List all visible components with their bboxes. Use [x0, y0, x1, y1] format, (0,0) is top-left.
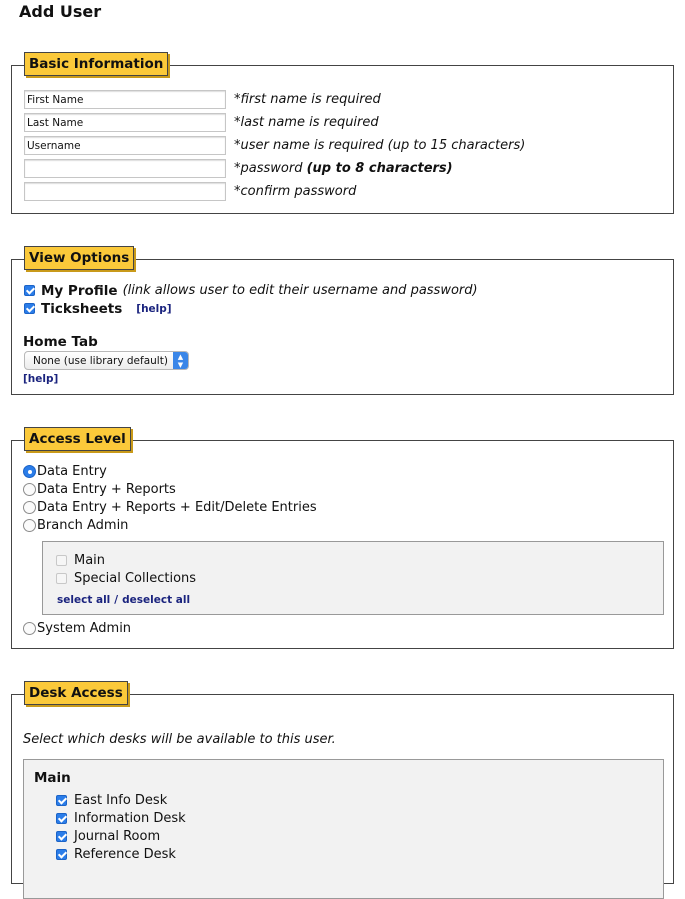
branch-special-collections-checkbox[interactable] — [56, 573, 67, 584]
branch-item-main — [56, 551, 105, 570]
east-info-desk-checkbox[interactable] — [56, 795, 67, 806]
home-tab-label: Home Tab — [23, 334, 98, 350]
last-name-input[interactable] — [24, 113, 226, 132]
select-all-link[interactable]: select all — [57, 593, 111, 606]
confirm-password-input[interactable] — [24, 182, 226, 201]
desk-access-section — [11, 685, 674, 884]
access-option-edit-delete[interactable] — [23, 498, 317, 517]
basic-information-legend: Basic Information — [24, 52, 168, 76]
branch-admin-label: Branch Admin — [37, 518, 129, 533]
username-input[interactable] — [24, 136, 226, 155]
desk-item-reference — [56, 845, 176, 864]
access-option-branch-admin[interactable] — [23, 516, 128, 535]
password-hint-emphasis: (up to 8 characters) — [306, 161, 453, 176]
journal-room-label: Journal Room — [74, 829, 161, 844]
confirm-password-hint: *confirm password — [234, 184, 357, 199]
data-entry-label: Data Entry — [37, 464, 107, 479]
first-name-row — [24, 90, 381, 109]
data-entry-reports-label: Data Entry + Reports — [37, 482, 176, 497]
basic-information-section — [11, 56, 674, 214]
select-arrows-icon: ▲ ▼ — [173, 352, 188, 369]
access-level-legend: Access Level — [24, 427, 131, 451]
ticksheets-label: Ticksheets — [41, 300, 123, 317]
my-profile-checkbox[interactable] — [24, 285, 35, 296]
home-tab-help-link[interactable]: [help] — [23, 373, 59, 385]
home-tab-selected-value: None (use library default) — [33, 354, 168, 367]
password-hint-prefix: *password — [234, 161, 307, 176]
data-entry-radio[interactable] — [23, 465, 36, 478]
username-row — [24, 136, 525, 155]
last-name-hint: *last name is required — [234, 115, 379, 130]
my-profile-label: My Profile — [41, 282, 118, 299]
last-name-row — [24, 113, 379, 132]
first-name-hint: *first name is required — [234, 92, 381, 107]
branch-admin-radio[interactable] — [23, 519, 36, 532]
access-option-system-admin[interactable] — [23, 619, 131, 638]
branch-special-collections-label: Special Collections — [74, 571, 197, 586]
reference-desk-checkbox[interactable] — [56, 849, 67, 860]
select-links — [57, 590, 190, 609]
ticksheets-row — [24, 299, 172, 318]
desk-group-title: Main — [34, 770, 71, 786]
journal-room-checkbox[interactable] — [56, 831, 67, 842]
branch-main-label: Main — [74, 553, 106, 568]
my-profile-row — [24, 281, 478, 300]
access-option-data-entry-reports[interactable] — [23, 480, 176, 499]
edit-delete-radio[interactable] — [23, 501, 36, 514]
desk-item-information — [56, 809, 186, 828]
home-tab-select[interactable] — [24, 351, 189, 370]
desk-group-box — [23, 759, 664, 899]
password-hint — [234, 161, 453, 176]
information-desk-checkbox[interactable] — [56, 813, 67, 824]
password-row — [24, 159, 453, 178]
reference-desk-label: Reference Desk — [74, 847, 176, 862]
view-options-legend: View Options — [24, 246, 134, 270]
password-input[interactable] — [24, 159, 226, 178]
information-desk-label: Information Desk — [74, 811, 186, 826]
desk-access-legend: Desk Access — [24, 681, 128, 705]
system-admin-radio[interactable] — [23, 622, 36, 635]
username-hint: *user name is required (up to 15 characters) — [234, 138, 526, 153]
ticksheets-checkbox[interactable] — [24, 303, 35, 314]
branch-list-box — [42, 541, 664, 615]
system-admin-label: System Admin — [37, 621, 132, 636]
first-name-input[interactable] — [24, 90, 226, 109]
select-separator: / — [114, 593, 119, 606]
page-title: Add User — [19, 2, 102, 21]
branch-main-checkbox[interactable] — [56, 555, 67, 566]
desk-item-journal-room — [56, 827, 160, 846]
desk-item-east-info — [56, 791, 167, 810]
access-level-section — [11, 431, 674, 649]
edit-delete-label: Data Entry + Reports + Edit/Delete Entries — [37, 500, 317, 515]
branch-item-special-collections — [56, 569, 196, 588]
confirm-password-row — [24, 182, 356, 201]
east-info-desk-label: East Info Desk — [74, 793, 168, 808]
ticksheets-help-link[interactable]: [help] — [136, 302, 172, 315]
data-entry-reports-radio[interactable] — [23, 483, 36, 496]
desk-access-instruction: Select which desks will be available to this user. — [23, 732, 336, 747]
deselect-all-link[interactable]: deselect all — [122, 593, 191, 606]
access-option-data-entry[interactable] — [23, 462, 107, 481]
view-options-section — [11, 250, 674, 395]
my-profile-note: (link allows user to edit their username and password) — [122, 283, 478, 298]
